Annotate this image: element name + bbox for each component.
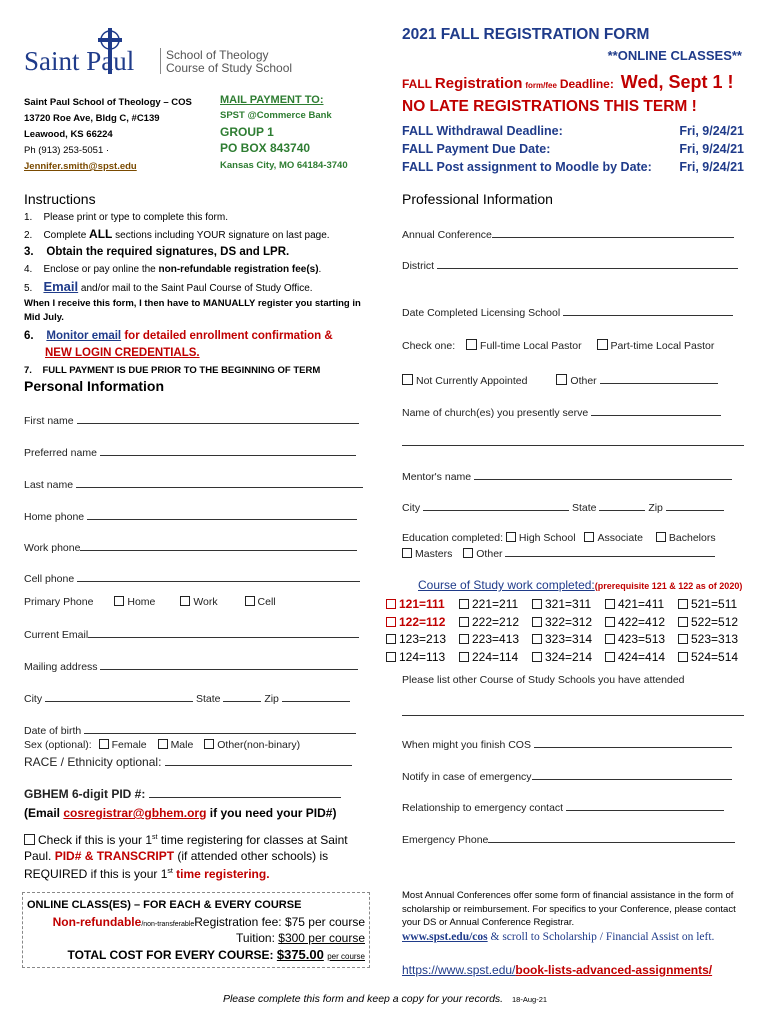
registration-deadline: FALL Registration form/fee Deadline: Wed, Sept 1 ! bbox=[402, 72, 734, 92]
edu-other-checkbox[interactable]: Other bbox=[463, 548, 715, 560]
instructions-list: 1. Please print or type to complete this form. 2. Complete ALL sections including YOUR signature on last page. 3. Obtain the required signatures, DS and LPR. 4. Enclose or pay online the non-refundable registration fee(s). 5. Email and/or mail to the Saint Paul Course of Study Office. When I receive this form, I then have to MANUALLY register you starting in Mid July. 6. Monitor email for detailed enrollment confirmation & NEW LOGIN CREDENTIALS. 7. FULL PAYMENT IS DUE PRIOR TO THE BEGINNING OF TERM bbox=[24, 212, 361, 376]
church-line-2[interactable] bbox=[402, 435, 744, 446]
cos-row: 122=112 222=212 322=312 422=412 522=512 bbox=[386, 614, 751, 632]
annual-conference-field[interactable]: Annual Conference bbox=[402, 227, 734, 241]
mail-payment: MAIL PAYMENT TO: SPST @Commerce Bank GROUP 1 PO BOX 843740 Kansas City, MO 64184-3740 bbox=[220, 94, 348, 171]
cell-phone-field[interactable]: Cell phone bbox=[24, 571, 360, 585]
city-state-zip-field[interactable]: City State Zip bbox=[24, 691, 350, 705]
edu-masters-checkbox[interactable]: Masters bbox=[402, 548, 452, 560]
not-appointed-checkbox[interactable]: Not Currently Appointed bbox=[402, 375, 527, 387]
sex-male-checkbox[interactable]: Male bbox=[158, 739, 194, 751]
relationship-field[interactable]: Relationship to emergency contact bbox=[402, 800, 724, 814]
first-name-field[interactable]: First name bbox=[24, 413, 359, 427]
no-late-registrations: NO LATE REGISTRATIONS THIS TERM ! bbox=[402, 98, 697, 115]
personal-info-title: Personal Information bbox=[24, 378, 165, 394]
mailing-address-field[interactable]: Mailing address bbox=[24, 659, 358, 673]
logo bbox=[24, 26, 324, 80]
primary-cell-checkbox[interactable]: Cell bbox=[245, 596, 276, 608]
first-time-checkbox[interactable] bbox=[24, 834, 35, 845]
edu-high-school-checkbox[interactable]: High School bbox=[506, 532, 576, 544]
cos-row: 124=113 224=114 324=214 424=414 524=514 bbox=[386, 649, 751, 667]
sex-other-checkbox[interactable]: Other(non-binary) bbox=[204, 739, 300, 751]
logo-name: Saint Paul bbox=[24, 46, 135, 76]
gbhem-pid-field[interactable]: GBHEM 6-digit PID #: bbox=[24, 787, 341, 801]
primary-work-checkbox[interactable]: Work bbox=[180, 596, 217, 608]
book-lists-link[interactable]: https://www.spst.edu/book-lists-advanced-assignments/ bbox=[402, 963, 713, 977]
cos-title: Course of Study work completed:(prerequisite 121 & 122 as of 2020) bbox=[418, 578, 743, 592]
email-link[interactable]: Jennifer.smith@spst.edu bbox=[24, 161, 137, 172]
home-phone-field[interactable]: Home phone bbox=[24, 509, 357, 523]
emergency-contact-field[interactable]: Notify in case of emergency bbox=[402, 769, 732, 783]
cos-row: 121=111 221=211 321=311 421=411 521=511 bbox=[386, 596, 751, 614]
primary-home-checkbox[interactable]: Home bbox=[114, 596, 155, 608]
edu-associate-checkbox[interactable]: Associate bbox=[584, 532, 643, 544]
dob-field[interactable]: Date of birth bbox=[24, 723, 356, 737]
part-time-checkbox[interactable]: Part-time Local Pastor bbox=[597, 340, 715, 352]
emergency-phone-field[interactable]: Emergency Phone bbox=[402, 832, 735, 846]
form-title: 2021 FALL REGISTRATION FORM bbox=[402, 26, 650, 43]
check-one-field: Check one: Full-time Local Pastor Part-time Local Pastor bbox=[402, 340, 715, 352]
financial-assistance: Most Annual Conferences offer some form of financial assistance in the form of scholarship or reimbursement. For specifics to your Conference, please contact your DS or Annual Conference Registrar. www.spst.edu/cos & scroll to Scholarship / Financial Assist on left. bbox=[402, 890, 736, 943]
instructions-title: Instructions bbox=[24, 191, 96, 207]
cos-grid bbox=[386, 596, 751, 666]
mentor-field[interactable]: Mentor's name bbox=[402, 469, 732, 483]
other-appointment-checkbox[interactable]: Other bbox=[556, 375, 717, 387]
district-field[interactable]: District bbox=[402, 258, 738, 272]
cos-row: 123=213 223=413 323=314 423=513 523=313 bbox=[386, 631, 751, 649]
gbhem-email-link[interactable]: cosregistrar@gbhem.org bbox=[63, 806, 207, 820]
first-time-note: Check if this is your 1st time registering for classes at Saint Paul. PID# & TRANSCRIPT (if attended other schools) is REQUIRED if this is your 1st time registering. bbox=[24, 833, 348, 881]
finish-cos-field[interactable]: When might you finish COS bbox=[402, 737, 732, 751]
logo-sub1: School of Theology bbox=[166, 48, 269, 62]
sex-female-checkbox[interactable]: Female bbox=[99, 739, 147, 751]
date-licensing-field[interactable]: Date Completed Licensing School bbox=[402, 305, 733, 319]
education-field: Education completed: High School Associate Bachelors Masters Other bbox=[402, 532, 716, 560]
professional-info-title: Professional Information bbox=[402, 191, 553, 207]
logo-sub2: Course of Study School bbox=[166, 61, 293, 75]
preferred-name-field[interactable]: Preferred name bbox=[24, 445, 356, 459]
school-address: Saint Paul School of Theology – COS 13720 Roe Ave, Bldg C, #C139 Leawood, KS 66224 Ph (913) 253-5051 · Jennifer.smith@spst.edu bbox=[24, 97, 192, 172]
full-time-checkbox[interactable]: Full-time Local Pastor bbox=[466, 340, 582, 352]
church-field[interactable]: Name of church(es) you presently serve bbox=[402, 405, 721, 419]
online-classes: **ONLINE CLASSES** bbox=[607, 48, 742, 63]
cost-box: ONLINE CLASS(ES) – FOR EACH & EVERY COURSE Non-refundable/non-transferableRegistration fee: $75 per course Tuition: $300 per course TOTAL COST FOR EVERY COURSE: $375.00 per course bbox=[22, 892, 370, 968]
work-phone-field[interactable]: Work phone bbox=[24, 540, 357, 554]
gbhem-email-note: (Email cosregistrar@gbhem.org if you need your PID#) bbox=[24, 806, 337, 820]
appointment-field bbox=[402, 373, 718, 387]
cos-link[interactable]: www.spst.edu/cos bbox=[402, 930, 488, 943]
race-field[interactable]: RACE / Ethnicity optional: bbox=[24, 755, 352, 769]
sex-field: Sex (optional): Female Male Other(non-binary) bbox=[24, 739, 301, 751]
edu-bachelors-checkbox[interactable]: Bachelors bbox=[656, 532, 716, 544]
current-email-field[interactable]: Current Email bbox=[24, 627, 359, 641]
other-schools-line[interactable] bbox=[402, 705, 744, 716]
other-schools-label: Please list other Course of Study Schools you have attended bbox=[402, 674, 685, 686]
deadlines: FALL Withdrawal Deadline: Fri, 9/24/21 FALL Payment Due Date: Fri, 9/24/21 FALL Post assignment to Moodle by Date: Fri, 9/24/21 bbox=[402, 124, 744, 174]
primary-phone-field: Primary Phone Home Work Cell bbox=[24, 596, 276, 608]
footer: Please complete this form and keep a copy for your records. 18-Aug-21 bbox=[222, 993, 548, 1005]
last-name-field[interactable]: Last name bbox=[24, 477, 363, 491]
prof-city-state-zip-field[interactable]: City State Zip bbox=[402, 500, 724, 514]
